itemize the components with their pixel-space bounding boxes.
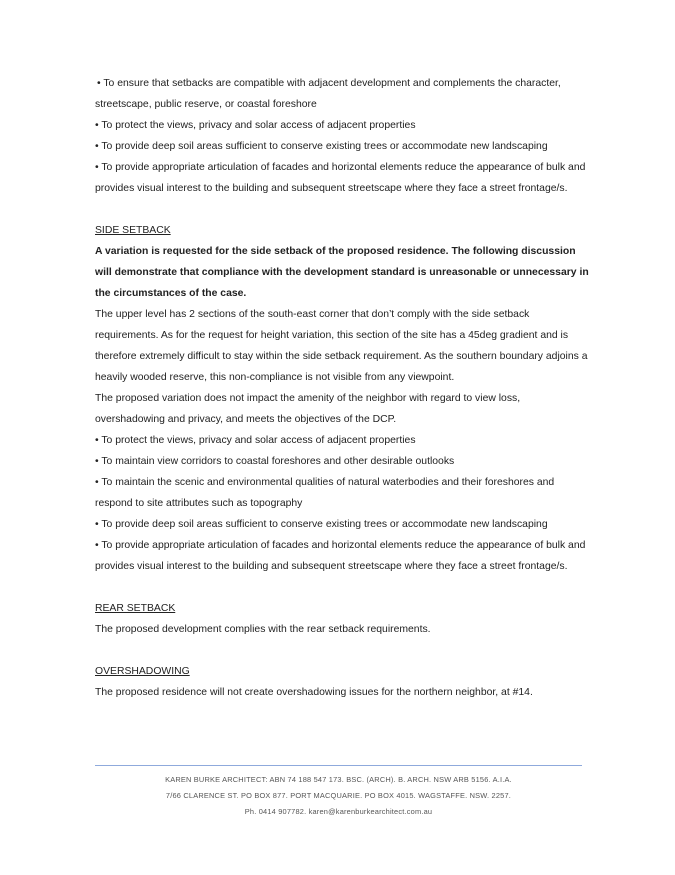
rear-setback-heading: REAR SETBACK [95,603,176,614]
footer-line-3: Ph. 0414 907782. karen@karenburkearchitect.com.au [244,807,433,816]
side-setback-bullet-4: • To provide deep soil areas sufficient to conserve existing trees or accommodate new landscaping [95,519,548,530]
side-setback-bullet-1: • To protect the views, privacy and solar access of adjacent properties [95,435,416,446]
document-body [95,73,590,703]
side-setback-paragraph-1: The upper level has 2 sections of the south-east corner that don’t comply with the side setback requirements. As for the request for height variation, this section of the site has a 45deg gradient and is therefore extremely difficult to stay within the side setback requirement. As the southern boundary adjoins a heavily wooded reserve, this non-compliance is not visible from any viewpoint. [95,309,588,383]
side-setback-statement: A variation is requested for the side setback of the proposed residence. The following discussion will demonstrate that compliance with the development standard is unreasonable or unnecessary in the circumstances of the case. [95,246,589,299]
side-setback-bullet-3: • To maintain the scenic and environmental qualities of natural waterbodies and their foreshores and respond to site attributes such as topography [95,477,555,509]
overshadowing-heading: OVERSHADOWING [95,666,190,677]
spacer [95,577,590,598]
side-setback-bullet-5: • To provide appropriate articulation of facades and horizontal elements reduce the appearance of bulk and provides visual interest to the building and subsequent streetscape where they face a street frontage/s. [95,540,586,572]
intro-bullet-1: • To ensure that setbacks are compatible with adjacent development and complements the character, streetscape, public reserve, or coastal foreshore [95,78,561,110]
footer-divider [95,765,582,766]
side-setback-bullet-2: • To maintain view corridors to coastal foreshores and other desirable outlooks [95,456,455,467]
footer-line-1: KAREN BURKE ARCHITECT: ABN 74 188 547 173. BSC. (ARCH). B. ARCH. NSW ARB 5156. A.I.A. [165,775,512,784]
letterhead-footer [95,772,582,820]
intro-bullet-3: • To provide deep soil areas sufficient to conserve existing trees or accommodate new landscaping [95,141,548,152]
footer-line-2: 7/66 CLARENCE ST. PO BOX 877. PORT MACQUARIE. PO BOX 4015. WAGSTAFFE. NSW. 2257. [165,791,512,800]
intro-bullet-2: • To protect the views, privacy and solar access of adjacent properties [95,120,416,131]
overshadowing-text: The proposed residence will not create overshadowing issues for the northern neighbor, at #14. [95,687,533,698]
spacer [95,199,590,220]
side-setback-paragraph-2: The proposed variation does not impact the amenity of the neighbor with regard to view loss, overshadowing and privacy, and meets the objectives of the DCP. [95,393,521,425]
spacer [95,640,590,661]
rear-setback-text: The proposed development complies with the rear setback requirements. [95,624,431,635]
intro-bullet-4: • To provide appropriate articulation of facades and horizontal elements reduce the appearance of bulk and provides visual interest to the building and subsequent streetscape where they face a street frontage/s. [95,162,586,194]
side-setback-heading: SIDE SETBACK [95,225,171,236]
